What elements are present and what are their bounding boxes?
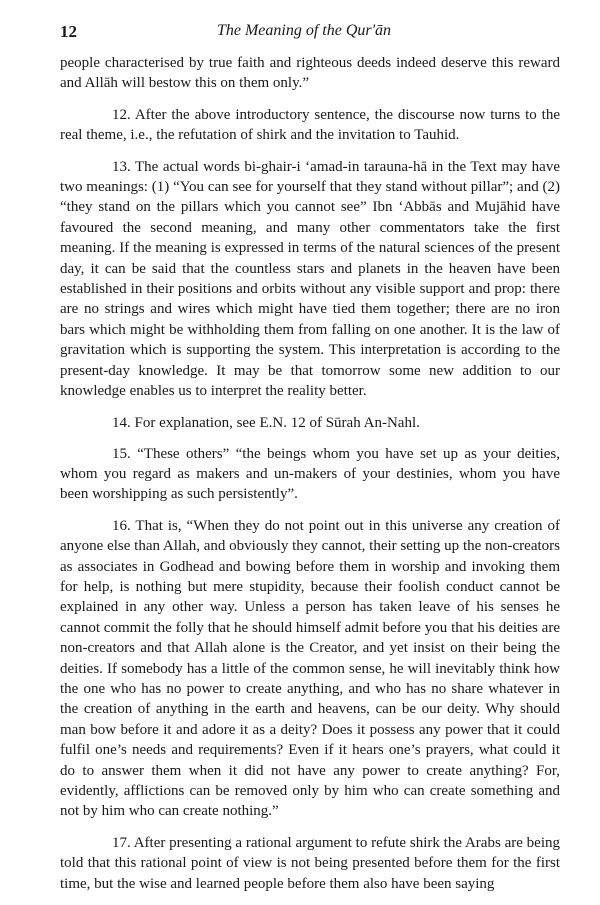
- running-title: The Meaning of the Qur'ān: [216, 22, 392, 39]
- note-12: 12. After the above introductory sentence, the discourse now turns to the real theme, i.e., the refutation of shirk and the invitation to Tauhid.: [60, 106, 560, 144]
- note-13: 13. The actual words bi-ghair-i ‘amad-in tarauna-hā in the Text may have two meanings: (1) “You can see for yourself that they stand without pillar”; and (2) “they stand on the pillars which you cannot see” Ibn ‘Abbās and Mujāhid have favoured the second meaning, and many other commentators take the first meaning. If the meaning is expressed in terms of the natural sciences of the present day, it can be said that the countless stars and planets in the heaven have been established in their positions and orbits without any visible support and prop: there are no strings and wires which might have tied them together; there are no iron bars which might be withholding them from falling on one another. It is the law of gravitation which is supporting the system. This interpretation is according to the present-day knowledge. It may be that tomorrow some new addition to our knowledge enables us to interpret the reality better.: [60, 158, 560, 400]
- note-14: 14. For explanation, see E.N. 12 of Sūrah An-Nahl.: [112, 414, 420, 431]
- note-17: 17. After presenting a rational argument to refute shirk the Arabs are being told that this rational point of view is not being presented before them for the first time, but the wise and learned people before them also have been saying: [60, 834, 560, 892]
- body-text: [60, 53, 560, 905]
- page-number: 12: [60, 22, 77, 41]
- page-header: [60, 22, 548, 44]
- note-16: 16. That is, “When they do not point out in this universe any creation of anyone else than Allah, and obviously they cannot, their setting up the non-creators as associates in Godhead and bowing before them in worship and invoking them for help, is nothing but mere stupidity, because their foolish conduct cannot be explained in any other way. Unless a person has taken leave of his senses he cannot commit the folly that he should himself admit before you that his deities are non-creators and that Allah alone is the Creator, and yet insist on their being the deities. If somebody has a little of the common sense, he will inevitably think how the one who has no power to create anything, and who has no share whatever in the creation of anything in the earth and heavens, can be our deity. Why should man bow before it and adore it as a deity? Does it possess any power that it could fulfil one’s needs and requirements? Even if it hears one’s prayers, what could it do to answer them when it did not have any power to create anything? For, evidently, afflictions can be removed only by him who can create something and not by him who can create nothing.”: [60, 517, 560, 820]
- paragraph-continuation: people characterised by true faith and righteous deeds indeed deserve this reward and Allāh will bestow this on them only.”: [60, 55, 560, 92]
- note-15: 15. “These others” “the beings whom you have set up as your deities, whom you regard as makers and un-makers of your destinies, whom you have been worshipping as such persistently”.: [60, 445, 560, 503]
